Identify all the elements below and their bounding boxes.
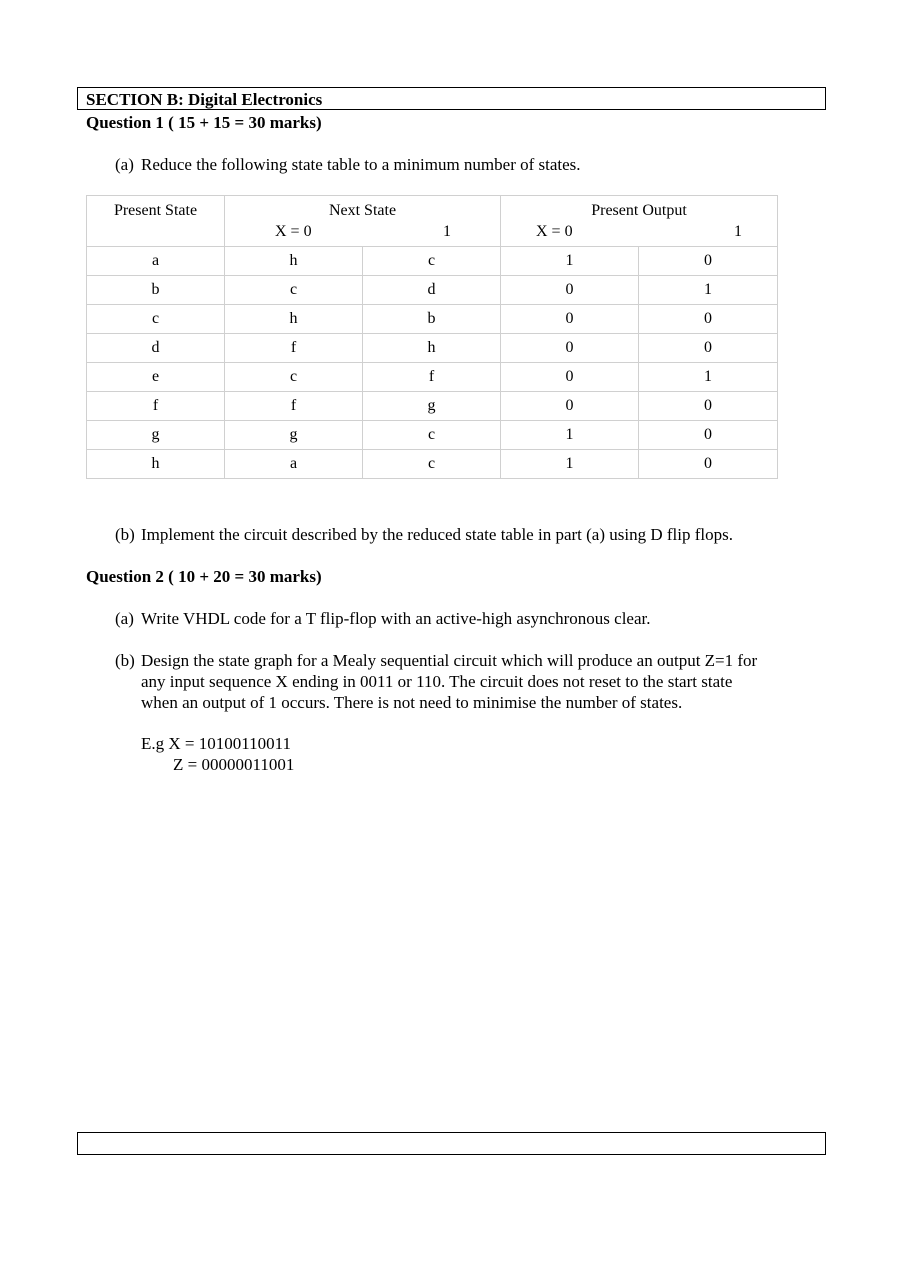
table-row: [87, 392, 778, 421]
cell-present-state: b: [87, 276, 225, 305]
cell-output-x1: 0: [639, 334, 778, 363]
footer-box: [77, 1132, 826, 1155]
cell-next-state-x0: h: [225, 247, 363, 276]
q2-part-b-label: (b): [115, 651, 135, 670]
cell-next-state-x0: h: [225, 305, 363, 334]
cell-present-state: h: [87, 450, 225, 479]
state-table: [86, 195, 778, 479]
table-row: [87, 276, 778, 305]
cell-output-x0: 1: [501, 247, 639, 276]
table-row: [87, 334, 778, 363]
question-2-title: Question 2 ( 10 + 20 = 30 marks): [86, 567, 322, 586]
header-next-x0: X = 0: [275, 223, 312, 240]
cell-next-state-x1: b: [363, 305, 501, 334]
cell-next-state-x1: c: [363, 247, 501, 276]
header-output-x0: X = 0: [536, 223, 573, 240]
cell-next-state-x0: a: [225, 450, 363, 479]
cell-next-state-x0: c: [225, 276, 363, 305]
table-row: [87, 450, 778, 479]
cell-output-x0: 1: [501, 450, 639, 479]
table-row: [87, 363, 778, 392]
cell-present-state: c: [87, 305, 225, 334]
cell-present-state: e: [87, 363, 225, 392]
cell-next-state-x0: f: [225, 392, 363, 421]
cell-next-state-x1: h: [363, 334, 501, 363]
example-z-sequence: Z = 00000011001: [173, 755, 295, 774]
question-1-title: Question 1 ( 15 + 15 = 30 marks): [86, 113, 322, 132]
table-row: [87, 421, 778, 450]
header-next-state: Next State X = 0 1: [225, 196, 501, 247]
table-row: [87, 305, 778, 334]
cell-present-state: g: [87, 421, 225, 450]
cell-output-x1: 0: [639, 421, 778, 450]
cell-output-x0: 0: [501, 276, 639, 305]
section-header-box: [77, 87, 826, 110]
header-next-x1: 1: [443, 223, 451, 240]
table-row: [87, 247, 778, 276]
q1-part-b-text: Implement the circuit described by the reduced state table in part (a) using D flip flops.: [141, 525, 733, 544]
q2-part-a-label: (a): [115, 609, 134, 628]
cell-output-x1: 1: [639, 363, 778, 392]
q1-part-b-label: (b): [115, 525, 135, 544]
q2-part-a-text: Write VHDL code for a T flip-flop with an active-high asynchronous clear.: [141, 609, 651, 628]
q2-part-b-line-1: Design the state graph for a Mealy sequential circuit which will produce an output Z=1 for: [141, 651, 758, 670]
cell-output-x1: 0: [639, 392, 778, 421]
cell-output-x1: 0: [639, 247, 778, 276]
cell-next-state-x1: d: [363, 276, 501, 305]
cell-present-state: f: [87, 392, 225, 421]
cell-output-x0: 0: [501, 334, 639, 363]
state-table-header-row: [87, 196, 778, 247]
cell-output-x1: 0: [639, 450, 778, 479]
cell-next-state-x1: c: [363, 450, 501, 479]
example-x-sequence: E.g X = 10100110011: [141, 734, 291, 753]
cell-output-x0: 0: [501, 305, 639, 334]
cell-output-x0: 0: [501, 363, 639, 392]
header-present-state: Present State: [87, 196, 225, 247]
header-present-output: Present Output X = 0 1: [501, 196, 778, 247]
q2-part-b-line-3: when an output of 1 occurs. There is not need to minimise the number of states.: [141, 693, 683, 712]
cell-present-state: d: [87, 334, 225, 363]
cell-output-x0: 0: [501, 392, 639, 421]
header-output-x1: 1: [734, 223, 742, 240]
cell-present-state: a: [87, 247, 225, 276]
cell-output-x1: 0: [639, 305, 778, 334]
cell-next-state-x0: f: [225, 334, 363, 363]
q1-part-a-label: (a): [115, 155, 134, 174]
cell-output-x0: 1: [501, 421, 639, 450]
q1-part-a-text: Reduce the following state table to a minimum number of states.: [141, 155, 581, 174]
cell-next-state-x1: g: [363, 392, 501, 421]
cell-next-state-x0: c: [225, 363, 363, 392]
q2-part-b-line-2: any input sequence X ending in 0011 or 110. The circuit does not reset to the start state: [141, 672, 733, 691]
cell-next-state-x0: g: [225, 421, 363, 450]
cell-output-x1: 1: [639, 276, 778, 305]
section-title: SECTION B: Digital Electronics: [86, 90, 323, 109]
cell-next-state-x1: f: [363, 363, 501, 392]
cell-next-state-x1: c: [363, 421, 501, 450]
